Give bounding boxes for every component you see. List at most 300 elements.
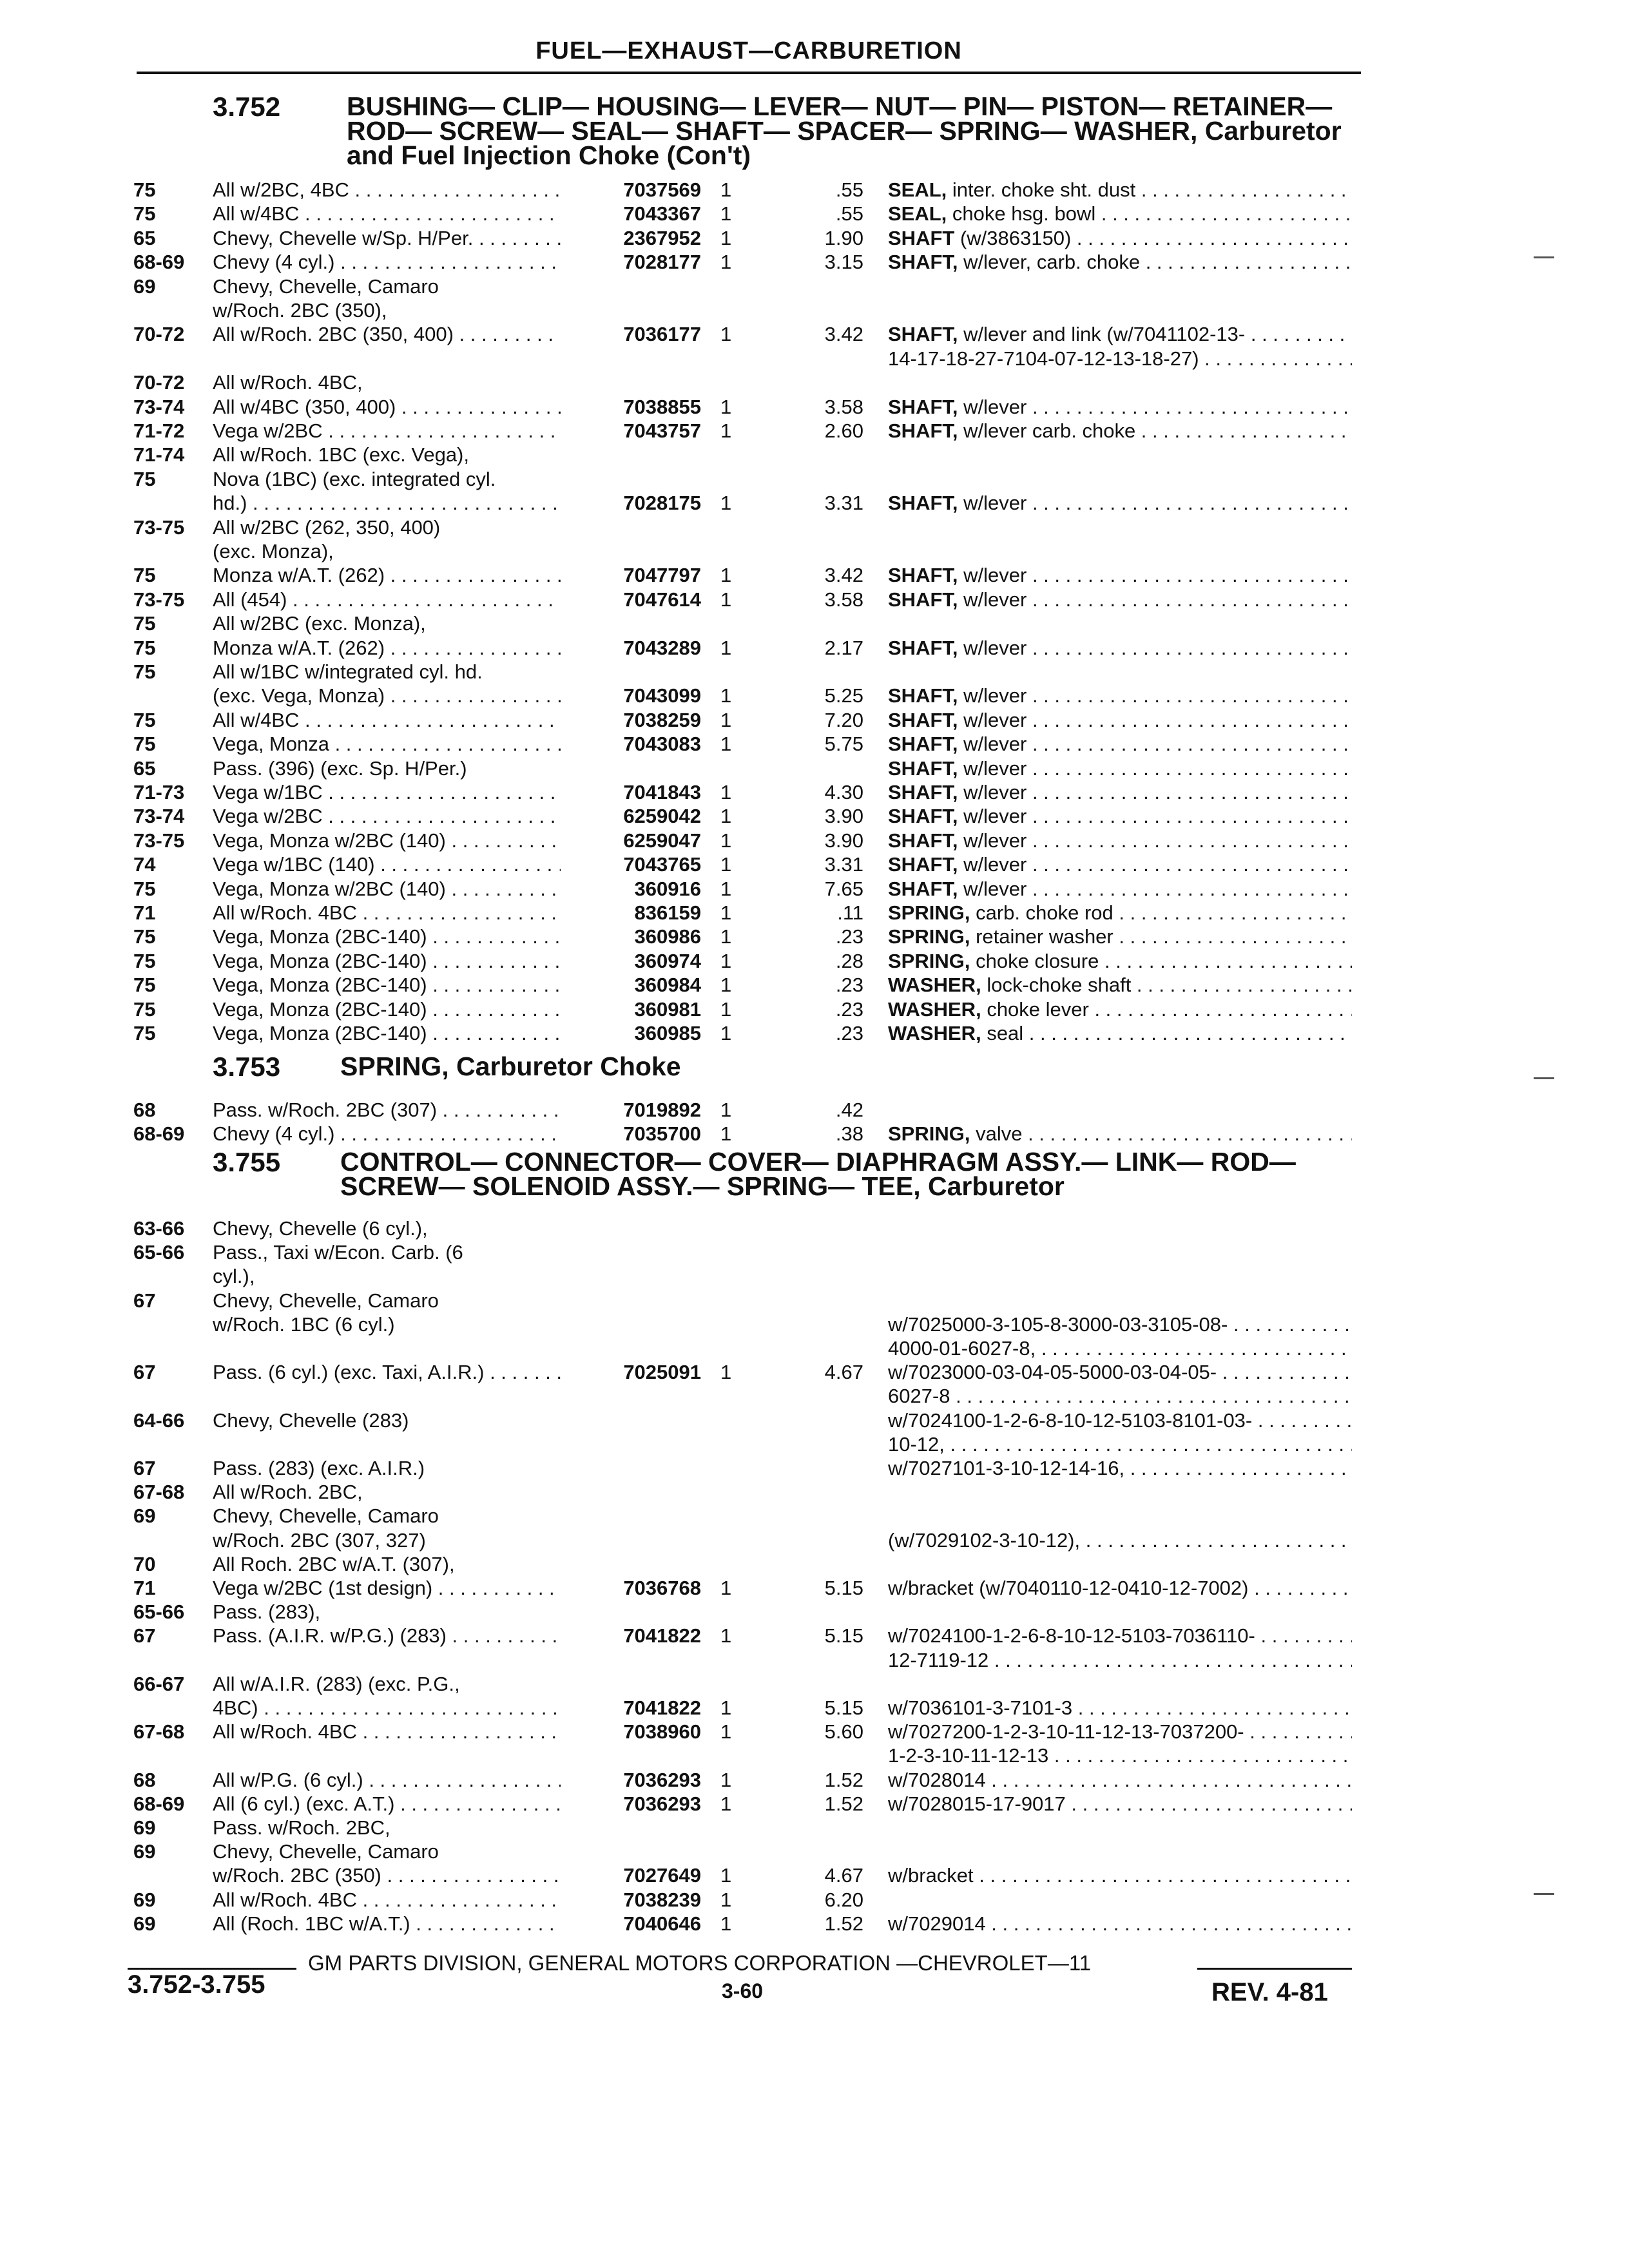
description-cell (888, 202, 1352, 226)
table-row (0, 636, 1629, 660)
price-cell: 2.60 (824, 419, 863, 442)
year-cell: 75 (133, 467, 156, 490)
part-description: 14-17-18-27-7104-07-12-13-18-27) . . . (888, 347, 1352, 370)
application-cell: Vega, Monza w/2BC (140) . . . (213, 829, 561, 852)
table-row (0, 1504, 1629, 1528)
part-description: 10-12, . . . (888, 1433, 1352, 1456)
year-cell: 75 (133, 925, 156, 948)
part-description: w/7024100-1-2-6-8-10-12-5103-8101-03- . . . (888, 1409, 1352, 1432)
part-name: SHAFT, (888, 564, 958, 587)
part-description: w/lever, carb. choke . . . (963, 251, 1352, 273)
table-row (0, 1240, 1629, 1264)
application-cell: Chevy, Chevelle, Camaro (213, 1840, 439, 1863)
year-cell: 71-74 (133, 443, 185, 466)
part-description: w/7036101-3-7101-3 . . . (888, 1696, 1352, 1719)
table-row (0, 1816, 1629, 1840)
part-description: w/lever . . . (963, 396, 1352, 418)
quantity-cell: 1 (720, 708, 732, 731)
year-cell: 75 (133, 612, 156, 635)
description-cell (888, 1312, 1352, 1336)
part-number-cell: 7043289 (623, 636, 701, 659)
year-cell: 67 (133, 1289, 156, 1312)
part-description: w/lever . . . (963, 684, 1352, 707)
description-cell (888, 1744, 1352, 1767)
quantity-cell: 1 (720, 419, 732, 442)
part-name: SHAFT, (888, 251, 958, 274)
quantity-cell: 1 (720, 1624, 732, 1648)
part-name: SHAFT (888, 226, 955, 249)
application-cell: w/Roch. 2BC (350) . . . (213, 1863, 561, 1887)
part-description: w/7027101-3-10-12-14-16, . . . (888, 1457, 1352, 1479)
year-cell: 75 (133, 1022, 156, 1044)
description-cell (888, 1408, 1352, 1432)
part-number-cell: 6259047 (623, 829, 701, 852)
description-cell (888, 708, 1352, 732)
year-cell: 73-75 (133, 829, 185, 852)
application-cell: Pass. (283) (exc. A.I.R.) (213, 1457, 425, 1479)
section-number: 3.752 (213, 91, 281, 122)
application-cell: All w/2BC, 4BC . . . (213, 178, 561, 202)
table-row (0, 588, 1629, 611)
part-number-cell: 7036768 (623, 1577, 701, 1599)
quantity-cell: 1 (720, 202, 732, 226)
description-cell (888, 1768, 1352, 1792)
part-number-cell: 7036293 (623, 1768, 701, 1791)
application-cell: All w/P.G. (6 cyl.) . . . (213, 1768, 561, 1792)
description-cell (888, 1360, 1352, 1384)
application-cell: Chevy (4 cyl.) . . . (213, 250, 561, 274)
price-cell: 5.15 (824, 1577, 863, 1599)
price-cell: 2.17 (824, 636, 863, 659)
table-row (0, 250, 1629, 274)
application-cell: w/Roch. 2BC (307, 327) (213, 1528, 426, 1552)
application-cell: Nova (1BC) (exc. integrated cyl. (213, 467, 496, 490)
description-cell (888, 1021, 1352, 1045)
description-cell (888, 780, 1352, 804)
part-name: SPRING, (888, 1122, 970, 1145)
year-cell: 65-66 (133, 1241, 185, 1264)
part-number-cell: 7047614 (623, 588, 701, 611)
year-cell: 69 (133, 274, 156, 298)
part-number-cell: 7043765 (623, 853, 701, 876)
application-cell: Chevy, Chevelle, Camaro (213, 1289, 439, 1312)
part-number-cell: 836159 (634, 901, 701, 924)
year-cell: 69 (133, 1912, 156, 1935)
part-number-cell: 360974 (634, 949, 701, 972)
quantity-cell: 1 (720, 251, 732, 274)
part-number-cell: 7035700 (623, 1122, 701, 1145)
quantity-cell: 1 (720, 1888, 732, 1911)
description-cell (888, 1863, 1352, 1887)
part-description: w/lever . . . (963, 829, 1352, 852)
application-cell: (exc. Vega, Monza) . . . (213, 684, 561, 707)
table-row (0, 347, 1629, 370)
table-row (0, 949, 1629, 973)
table-row (0, 1432, 1629, 1456)
application-cell: Chevy, Chevelle, Camaro (213, 274, 439, 298)
description-cell (888, 1648, 1352, 1672)
part-description: (w/3863150) . . . (960, 227, 1352, 249)
year-cell: 65-66 (133, 1600, 185, 1624)
part-description: carb. choke rod . . . (976, 901, 1352, 924)
part-name: WASHER, (888, 974, 981, 997)
description-cell (888, 226, 1352, 250)
price-cell: 3.90 (824, 805, 863, 828)
price-cell: 7.65 (824, 877, 863, 900)
footer-section-range: 3.752-3.755 (128, 1970, 265, 1999)
quantity-cell: 1 (720, 323, 732, 346)
part-description: w/lever carb. choke . . . (963, 419, 1352, 442)
description-cell (888, 419, 1352, 443)
price-cell: 5.75 (824, 733, 863, 756)
table-row (0, 322, 1629, 346)
application-cell: Monza w/A.T. (262) . . . (213, 563, 561, 587)
description-cell (888, 322, 1352, 346)
part-name: SHAFT, (888, 636, 958, 659)
description-cell (888, 973, 1352, 997)
year-cell: 75 (133, 974, 156, 997)
table-row (0, 1696, 1629, 1720)
table-row (0, 1384, 1629, 1408)
quantity-cell: 1 (720, 1720, 732, 1744)
year-cell: 71-73 (133, 781, 185, 803)
quantity-cell: 1 (720, 1022, 732, 1044)
year-cell: 64-66 (133, 1408, 185, 1432)
part-number-cell: 7019892 (623, 1099, 701, 1121)
year-cell: 73-74 (133, 805, 185, 828)
application-cell: All w/Roch. 4BC, (213, 371, 363, 394)
part-number-cell: 7041822 (623, 1624, 701, 1648)
table-row (0, 852, 1629, 876)
application-cell: All w/2BC (262, 350, 400) (213, 515, 441, 539)
description-cell (888, 1384, 1352, 1408)
part-number-cell: 7025091 (623, 1361, 701, 1384)
year-cell: 74 (133, 853, 156, 876)
part-number-cell: 360984 (634, 974, 701, 997)
table-row (0, 1360, 1629, 1384)
application-cell: All w/Roch. 4BC . . . (213, 901, 561, 925)
year-cell: 68-69 (133, 251, 185, 274)
price-cell: 3.90 (824, 829, 863, 852)
part-description: 6027-8 . . . (888, 1385, 1352, 1407)
year-cell: 73-75 (133, 515, 185, 539)
price-cell: .38 (835, 1122, 863, 1145)
section-title: BUSHING— CLIP— HOUSING— LEVER— NUT— PIN— PISTON— RETAINER— ROD— SCREW— SEAL— SHAFT— SPACER— SPRING— WASHER, Carburetor and Fuel Injection Choke (Con't) (347, 91, 1342, 170)
part-name: SPRING, (888, 925, 970, 948)
part-description: w/7027200-1-2-3-10-11-12-13-7037200- . . . (888, 1720, 1352, 1743)
application-cell: Vega, Monza w/2BC (140) . . . (213, 877, 561, 901)
application-cell: Pass. (283), (213, 1600, 321, 1624)
application-cell: Chevy, Chevelle (6 cyl.), (213, 1217, 428, 1240)
part-number-cell: 7043083 (623, 733, 701, 756)
table-row (0, 1216, 1629, 1240)
year-cell: 75 (133, 178, 156, 201)
header-rule (137, 72, 1361, 74)
part-number-cell: 7037569 (623, 178, 701, 201)
application-cell: Pass. (6 cyl.) (exc. Taxi, A.I.R.) . . . (213, 1360, 561, 1384)
year-cell: 73-75 (133, 588, 185, 611)
part-number-cell: 7036177 (623, 323, 701, 346)
quantity-cell: 1 (720, 636, 732, 659)
part-description: choke hsg. bowl . . . (952, 202, 1352, 225)
price-cell: 3.58 (824, 395, 863, 418)
quantity-cell: 1 (720, 925, 732, 948)
year-cell: 68-69 (133, 1792, 185, 1815)
part-description: w/bracket (w/7040110-12-0410-12-7002) . . . (888, 1577, 1352, 1599)
table-row (0, 611, 1629, 635)
application-cell: Pass., Taxi w/Econ. Carb. (6 (213, 1241, 463, 1264)
part-name: SHAFT, (888, 781, 958, 803)
application-cell: All (6 cyl.) (exc. A.T.) . . . (213, 1792, 561, 1816)
application-cell: Vega, Monza (2BC-140) . . . (213, 949, 561, 973)
description-cell (888, 852, 1352, 876)
quantity-cell: 1 (720, 1361, 732, 1384)
footer-credit: GM PARTS DIVISION, GENERAL MOTORS CORPORATION —CHEVROLET—11 (308, 1951, 1092, 1975)
table-row (0, 539, 1629, 563)
application-cell: All w/4BC (350, 400) . . . (213, 395, 561, 419)
quantity-cell: 1 (720, 1577, 732, 1599)
application-cell: All w/Roch. 4BC . . . (213, 1720, 561, 1744)
table-row (0, 1021, 1629, 1045)
quantity-cell: 1 (720, 1696, 732, 1719)
table-row (0, 1792, 1629, 1816)
year-cell: 70-72 (133, 323, 185, 346)
part-description: w/7025000-3-105-8-3000-03-3105-08- . . . (888, 1313, 1352, 1336)
year-cell: 75 (133, 660, 156, 683)
part-name: SHAFT, (888, 395, 958, 418)
application-cell: w/Roch. 1BC (6 cyl.) (213, 1312, 395, 1336)
part-name: SHAFT, (888, 323, 958, 346)
application-cell: All w/4BC . . . (213, 202, 561, 226)
price-cell: .42 (835, 1099, 863, 1121)
table-row (0, 1122, 1629, 1146)
part-number-cell: 7041822 (623, 1696, 701, 1719)
table-row (0, 877, 1629, 901)
table-row (0, 901, 1629, 925)
footer-rule (1197, 1968, 1352, 1970)
application-cell: All Roch. 2BC w/A.T. (307), (213, 1552, 455, 1575)
part-description: w/lever . . . (963, 588, 1352, 611)
quantity-cell: 1 (720, 1912, 732, 1935)
table-row (0, 370, 1629, 394)
part-number-cell: 6259042 (623, 805, 701, 828)
application-cell: Vega, Monza (2BC-140) . . . (213, 973, 561, 997)
table-row (0, 1624, 1629, 1648)
application-cell: cyl.), (213, 1265, 255, 1288)
quantity-cell: 1 (720, 877, 732, 900)
part-name: SPRING, (888, 949, 970, 972)
application-cell: Vega w/2BC . . . (213, 419, 561, 443)
description-cell (888, 250, 1352, 274)
section-number: 3.753 (213, 1052, 281, 1082)
part-description: w/lever . . . (963, 805, 1352, 827)
part-number-cell: 360986 (634, 925, 701, 948)
price-cell: 4.67 (824, 1361, 863, 1384)
table-row (0, 829, 1629, 852)
table-row (0, 708, 1629, 732)
part-number-cell: 360981 (634, 997, 701, 1021)
year-cell: 67 (133, 1457, 156, 1479)
price-cell: 3.15 (824, 251, 863, 274)
year-cell: 75 (133, 733, 156, 756)
part-name: SHAFT, (888, 588, 958, 611)
quantity-cell: 1 (720, 829, 732, 852)
price-cell: 3.31 (824, 492, 863, 515)
revision-label: REV. 4-81 (1211, 1978, 1328, 2006)
quantity-cell: 1 (720, 781, 732, 803)
description-cell (888, 1696, 1352, 1720)
part-description: w/lever . . . (963, 781, 1352, 803)
year-cell: 67-68 (133, 1720, 185, 1744)
part-description: lock-choke shaft . . . (987, 974, 1352, 996)
part-description: w/lever . . . (963, 709, 1352, 731)
table-row (0, 1264, 1629, 1288)
table-row (0, 1768, 1629, 1792)
table-row (0, 1912, 1629, 1936)
table-row (0, 491, 1629, 515)
year-cell: 68-69 (133, 1122, 185, 1145)
application-cell: w/Roch. 2BC (350), (213, 299, 387, 322)
quantity-cell: 1 (720, 1792, 732, 1815)
description-cell (888, 901, 1352, 925)
application-cell: All w/Roch. 1BC (exc. Vega), (213, 443, 469, 466)
year-cell: 75 (133, 949, 156, 972)
part-number-cell: 7027649 (623, 1864, 701, 1887)
application-cell: All w/Roch. 4BC . . . (213, 1888, 561, 1912)
part-number-cell: 7038855 (623, 395, 701, 418)
part-number-cell: 360985 (634, 1022, 701, 1044)
table-row (0, 1098, 1629, 1122)
table-row (0, 1456, 1629, 1480)
part-number-cell: 7043099 (623, 684, 701, 707)
section-title: SPRING, Carburetor Choke (340, 1052, 681, 1081)
page-number: 3-60 (722, 1979, 764, 2003)
part-name: SHAFT, (888, 684, 958, 707)
table-row (0, 1408, 1629, 1432)
table-row (0, 1600, 1629, 1624)
part-description: w/lever . . . (963, 564, 1352, 586)
part-description: choke closure . . . (976, 950, 1352, 972)
application-cell: Chevy, Chevelle, Camaro (213, 1504, 439, 1528)
year-cell: 63-66 (133, 1217, 185, 1240)
application-cell: All w/2BC (exc. Monza), (213, 612, 426, 635)
year-cell: 75 (133, 708, 156, 731)
description-cell (888, 829, 1352, 852)
quantity-cell: 1 (720, 853, 732, 876)
quantity-cell: 1 (720, 178, 732, 201)
part-description: w/lever . . . (963, 853, 1352, 876)
table-row (0, 515, 1629, 539)
quantity-cell: 1 (720, 997, 732, 1021)
part-number-cell: 7041843 (623, 781, 701, 803)
year-cell: 66-67 (133, 1672, 185, 1695)
price-cell: 5.15 (824, 1624, 863, 1648)
application-cell: Chevy, Chevelle (283) (213, 1408, 409, 1432)
part-number-cell: 2367952 (623, 226, 701, 249)
part-number-cell: 7028175 (623, 492, 701, 515)
part-name: SHAFT, (888, 419, 958, 442)
price-cell: 1.52 (824, 1792, 863, 1815)
part-description: retainer washer . . . (976, 925, 1352, 948)
part-name: WASHER, (888, 997, 981, 1021)
year-cell: 69 (133, 1888, 156, 1911)
description-cell (888, 178, 1352, 202)
margin-mark (1534, 256, 1554, 258)
part-description: choke lever . . . (987, 998, 1352, 1021)
price-cell: .23 (835, 1022, 863, 1044)
quantity-cell: 1 (720, 805, 732, 828)
price-cell: 1.52 (824, 1912, 863, 1935)
table-row (0, 443, 1629, 466)
price-cell: 5.25 (824, 684, 863, 707)
quantity-cell: 1 (720, 226, 732, 249)
part-number-cell: 7036293 (623, 1792, 701, 1815)
price-cell: 4.30 (824, 781, 863, 803)
price-cell: .11 (837, 901, 863, 924)
part-name: WASHER, (888, 1022, 981, 1044)
table-row (0, 419, 1629, 443)
quantity-cell: 1 (720, 492, 732, 515)
year-cell: 69 (133, 1504, 156, 1528)
price-cell: .55 (835, 202, 863, 226)
part-number-cell: 7038239 (623, 1888, 701, 1911)
quantity-cell: 1 (720, 1768, 732, 1791)
price-cell: 5.15 (824, 1696, 863, 1719)
table-row (0, 1744, 1629, 1767)
price-cell: .23 (835, 997, 863, 1021)
description-cell (888, 949, 1352, 973)
description-cell (888, 588, 1352, 611)
table-row (0, 226, 1629, 250)
description-cell (888, 732, 1352, 756)
description-cell (888, 877, 1352, 901)
application-cell: Vega, Monza (2BC-140) . . . (213, 997, 561, 1021)
part-name: SHAFT, (888, 877, 958, 900)
table-row (0, 780, 1629, 804)
price-cell: 5.60 (824, 1720, 863, 1744)
table-row (0, 298, 1629, 322)
application-cell: All w/A.I.R. (283) (exc. P.G., (213, 1672, 460, 1695)
application-cell: Chevy (4 cyl.) . . . (213, 1122, 561, 1146)
table-row (0, 1888, 1629, 1912)
table-row (0, 1576, 1629, 1600)
year-cell: 67-68 (133, 1481, 185, 1504)
description-cell (888, 1720, 1352, 1744)
description-cell (888, 804, 1352, 828)
table-row (0, 274, 1629, 298)
quantity-cell: 1 (720, 949, 732, 972)
part-description: 1-2-3-10-11-12-13 . . . (888, 1744, 1352, 1767)
margin-mark (1534, 1077, 1554, 1079)
year-cell: 71-72 (133, 419, 185, 442)
part-description: w/7028015-17-9017 . . . (888, 1792, 1352, 1815)
year-cell: 67 (133, 1624, 156, 1648)
table-row (0, 1863, 1629, 1887)
application-cell: Pass. (A.I.R. w/P.G.) (283) . . . (213, 1624, 561, 1648)
application-cell: All w/4BC . . . (213, 708, 561, 732)
footer-rule (128, 1968, 296, 1970)
table-row (0, 178, 1629, 202)
application-cell: Monza w/A.T. (262) . . . (213, 636, 561, 660)
description-cell (888, 1122, 1352, 1146)
year-cell: 75 (133, 877, 156, 900)
table-row (0, 202, 1629, 226)
part-description: w/lever . . . (963, 637, 1352, 659)
table-row (0, 1840, 1629, 1863)
application-cell: hd.) . . . (213, 491, 561, 515)
table-row (0, 756, 1629, 780)
description-cell (888, 1912, 1352, 1936)
